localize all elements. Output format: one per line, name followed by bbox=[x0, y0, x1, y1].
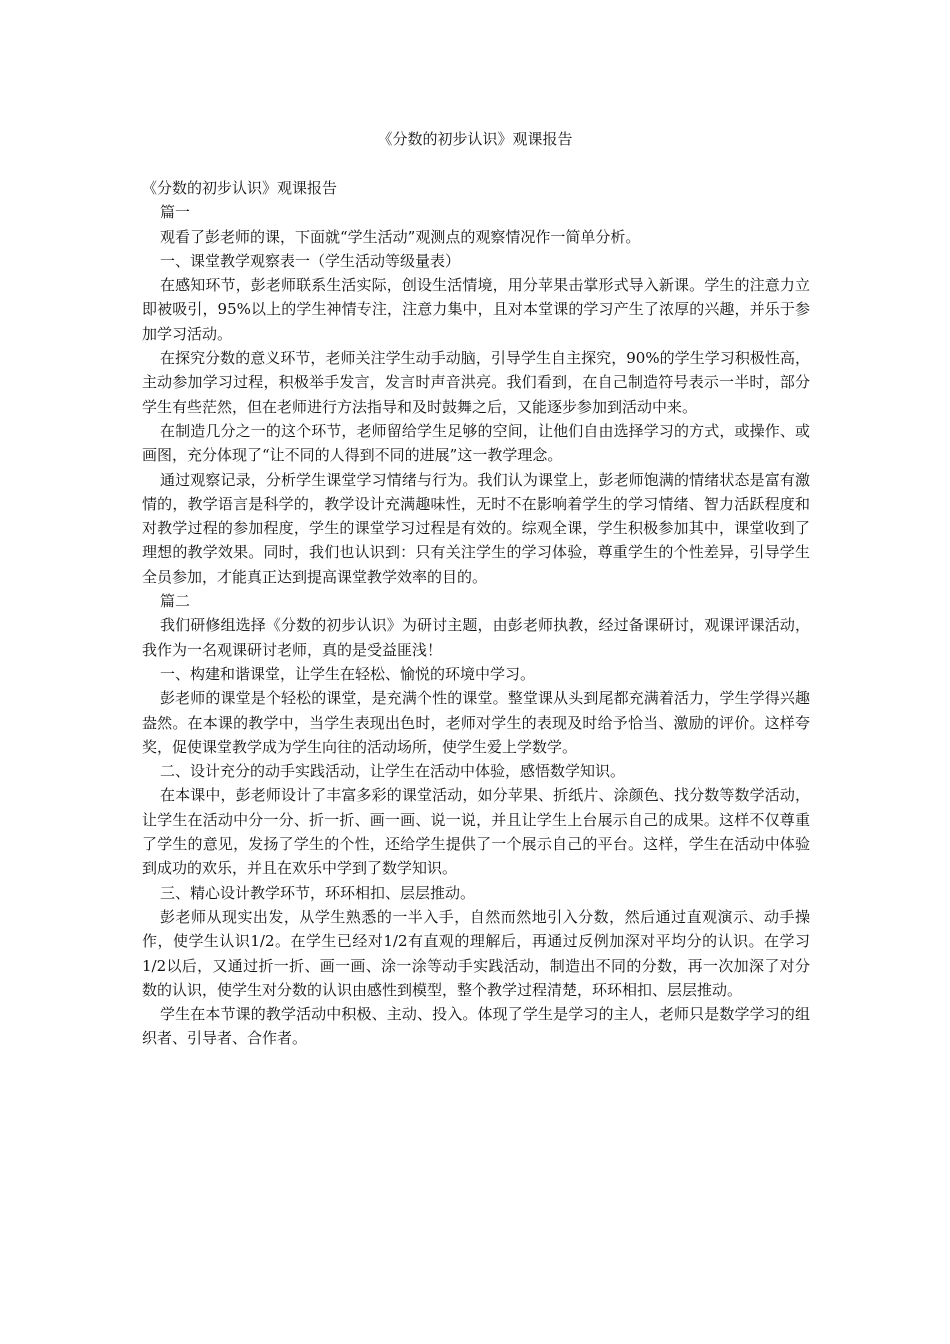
subheading: 一、课堂教学观察表一（学生活动等级量表） bbox=[160, 251, 461, 270]
paragraph: 彭老师的课堂是个轻松的课堂，是充满个性的课堂。整堂课从头到尾都充满着活力，学生学得兴趣盎然。在本课的教学中，当学生表现出色时，老师对学生的表现及时给予恰当、激励的评价。这样夸奖，促使课堂教学成为学生向往的活动场所，使学生爱上学数学。 bbox=[142, 689, 810, 756]
paragraph: 在探究分数的意义环节，老师关注学生动手动脑，引导学生自主探究，90%的学生学习积极性高，主动参加学习过程，积极举手发言，发言时声音洪亮。我们看到，在自己制造符号表示一半时，部分学生有些茫然，但在老师进行方法指导和及时鼓舞之后，又能逐步参加到活动中来。 bbox=[142, 349, 810, 416]
subheading: 三、精心设计教学环节，环环相扣、层层推动。 bbox=[160, 883, 476, 902]
document-title: 《分数的初步认识》观课报告 bbox=[377, 130, 573, 148]
paragraph: 在本课中，彭老师设计了丰富多彩的课堂活动，如分苹果、折纸片、涂颜色、找分数等数学活动，让学生在活动中分一分、折一折、画一画、说一说，并且让学生上台展示自己的成果。这样不仅尊重了学生的意见，发扬了学生的个性，还给学生提供了一个展示自己的平台。这样，学生在活动中体验到成功的欢乐，并且在欢乐中学到了数学知识。 bbox=[142, 786, 810, 878]
paragraph: 观看了彭老师的课，下面就“学生活动”观测点的观察情况作一简单分析。 bbox=[160, 227, 641, 246]
section-label-part-one: 篇一 bbox=[160, 203, 191, 222]
paragraph: 我们研修组选择《分数的初步认识》为研讨主题，由彭老师执教，经过备课研讨，观课评课活动，我作为一名观课研讨老师，真的是受益匪浅！ bbox=[142, 616, 810, 659]
paragraph: 在制造几分之一的这个环节，老师留给学生足够的空间，让他们自由选择学习的方式，或操作、或画图，充分体现了“让不同的人得到不同的进展”这一教学理念。 bbox=[142, 421, 810, 465]
subheading: 一、构建和谐课堂，让学生在轻松、愉悦的环境中学习。 bbox=[160, 664, 536, 683]
document-body bbox=[142, 176, 810, 1051]
paragraph: 彭老师从现实出发，从学生熟悉的一半入手，自然而然地引入分数，然后通过直观演示、动手操作，使学生认识1/2。在学生已经对1/2有直观的理解后，再通过反例加深对平均分的认识。在学习1/2以后，又通过折一折、画一画、涂一涂等动手实践活动，制造出不同的分数，再一次加深了对分数的认识，使学生对分数的认识由感性到模型，整个教学过程清楚，环环相扣、层层推动。 bbox=[142, 907, 810, 999]
body-heading: 《分数的初步认识》观课报告 bbox=[142, 179, 338, 197]
section-label-part-two: 篇二 bbox=[160, 592, 191, 611]
paragraph: 学生在本节课的教学活动中积极、主动、投入。体现了学生是学习的主人，老师只是数学学习的组织者、引导者、合作者。 bbox=[142, 1005, 810, 1048]
paragraph: 通过观察记录，分析学生课堂学习情绪与行为。我们认为课堂上，彭老师饱满的情绪状态是富有激情的，教学语言是科学的，教学设计充满趣味性，无时不在影响着学生的学习情绪、智力活跃程度和对教学过程的参加程度，学生的课堂学习过程是有效的。综观全课，学生积极参加其中，课堂收到了理想的教学效果。同时，我们也认识到：只有关注学生的学习体验，尊重学生的个性差异，引导学生全员参加，才能真正达到提高课堂教学效率的目的。 bbox=[142, 470, 810, 586]
subheading: 二、设计充分的动手实践活动，让学生在活动中体验，感悟数学知识。 bbox=[160, 762, 626, 781]
paragraph: 在感知环节，彭老师联系生活实际，创设生活情境，用分苹果击掌形式导入新课。学生的注意力立即被吸引，95%以上的学生神情专注，注意力集中，且对本堂课的学习产生了浓厚的兴趣，并乐于参加学习活动。 bbox=[142, 276, 810, 343]
